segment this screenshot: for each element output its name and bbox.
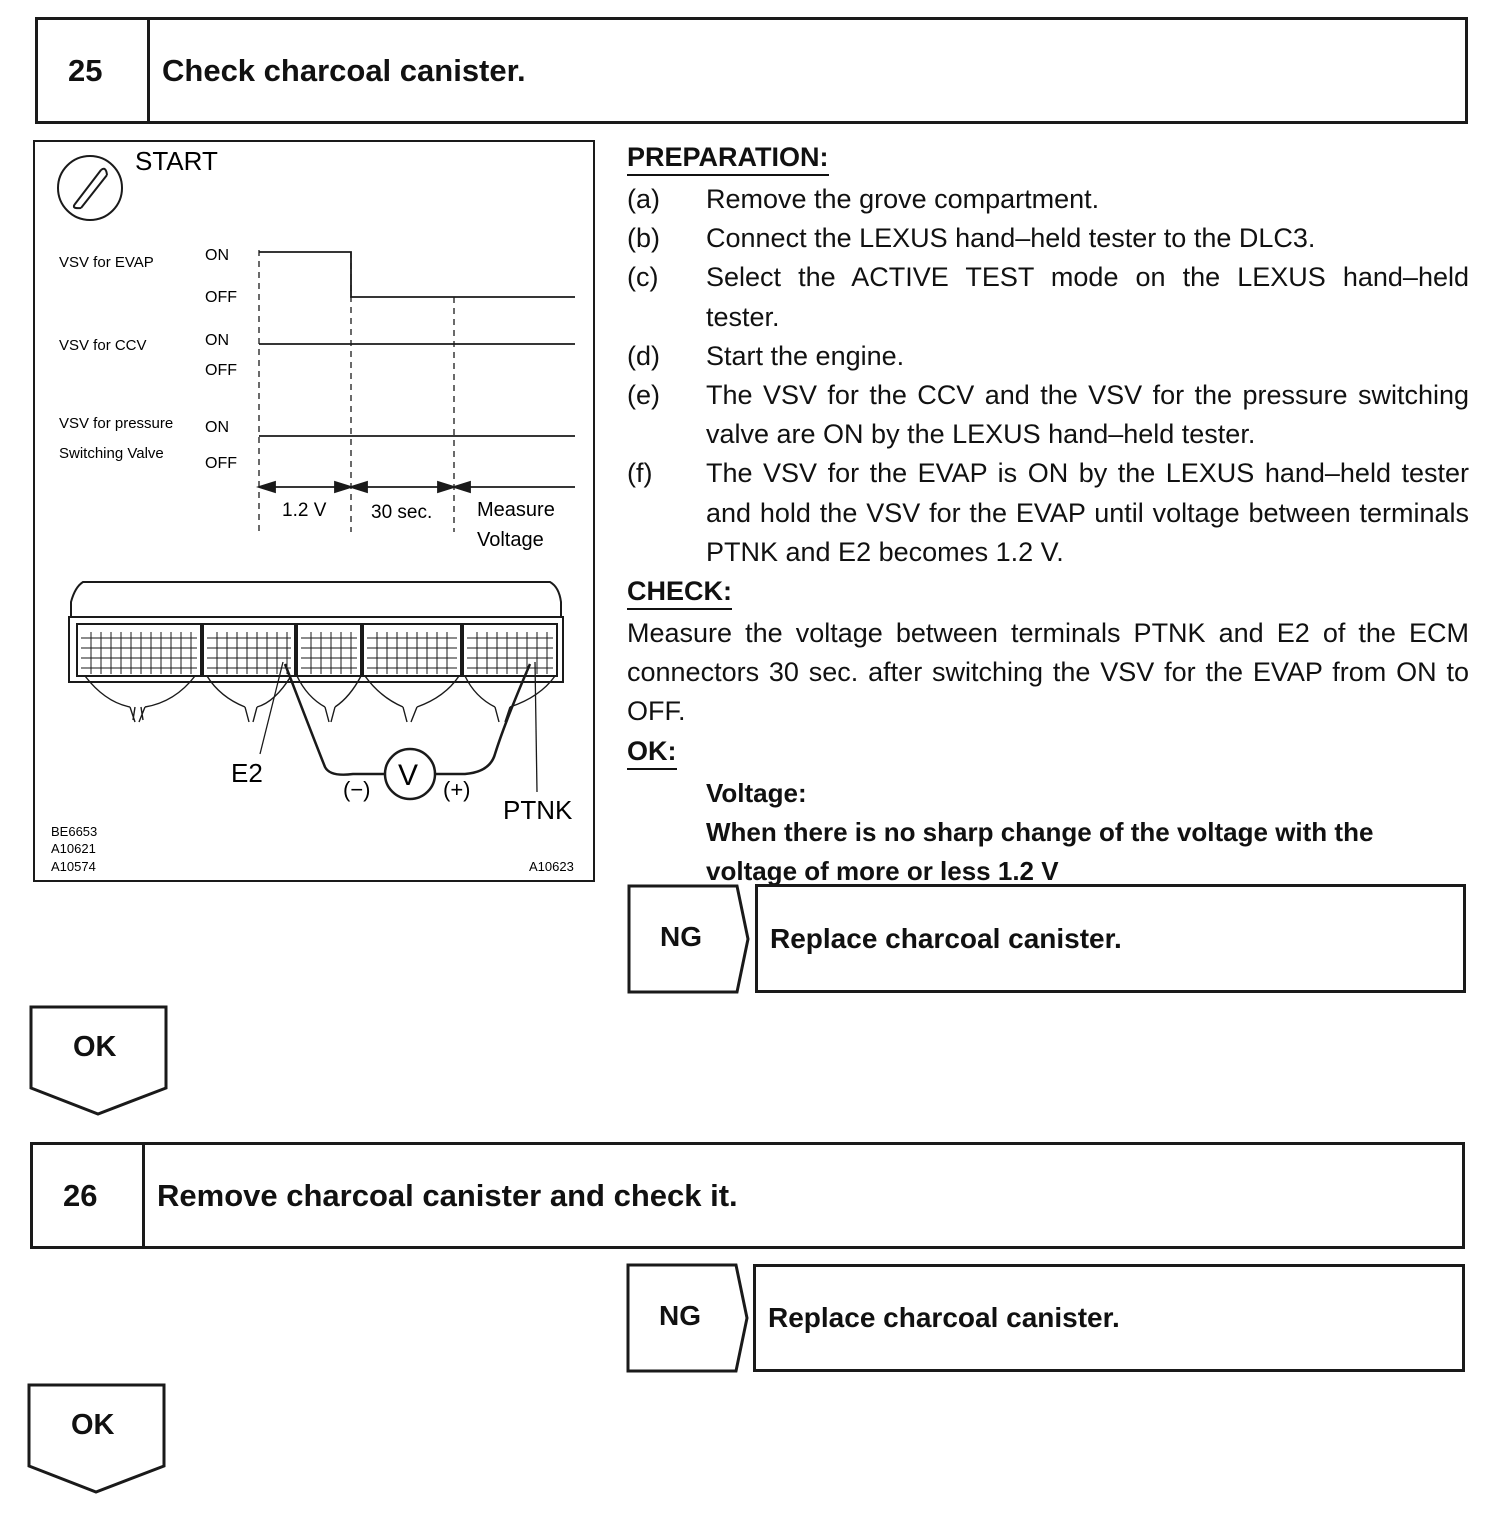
prep-tag: (d) (627, 340, 660, 371)
step-number: 26 (33, 1145, 145, 1246)
prep-text: Connect the LEXUS hand–held tester to the DLC3. (706, 223, 1316, 254)
interval-1-2v: 1.2 V (282, 500, 327, 521)
time-markers (259, 250, 454, 532)
prep-text: Remove the grove compartment. (706, 184, 1100, 214)
step-title: Remove charcoal canister and check it. (157, 1177, 738, 1213)
e2-terminal-label: E2 (231, 758, 263, 788)
signal-evap-label: VSV for EVAP (59, 254, 154, 271)
figure-svg (35, 142, 593, 880)
interval-measure: Measure (477, 499, 555, 521)
signal-psv-label-1: VSV for pressure (59, 415, 174, 432)
start-label: START (135, 146, 218, 176)
prep-text: Select the ACTIVE TEST mode on the LEXUS hand–held tester. (706, 262, 1469, 332)
check-heading: CHECK: (627, 575, 732, 610)
step-26-header (30, 1142, 1465, 1249)
interval-30sec: 30 sec. (371, 502, 433, 523)
prep-tag: (c) (627, 262, 659, 293)
ignition-key-icon (58, 156, 122, 220)
ng-label-26: NG (659, 1300, 701, 1331)
signal-evap-off: OFF (205, 289, 237, 306)
prep-tag: (b) (627, 223, 660, 254)
ok-heading: OK: (627, 735, 677, 770)
step-number: 25 (38, 20, 150, 121)
figure-code-1: BE6653 (51, 824, 98, 839)
signal-ccv-on: ON (205, 332, 229, 349)
prep-text: The VSV for the CCV and the VSV for the pressure switching valve are ON by the LEXUS hand–held tester. (706, 380, 1469, 450)
ptnk-terminal-label: PTNK (503, 795, 573, 825)
signal-ccv-label: VSV for CCV (59, 337, 147, 354)
step-25-header (35, 17, 1468, 124)
procedure-text (627, 138, 1469, 891)
signal-psv-label-2: Switching Valve (59, 445, 164, 462)
timing-diagram-figure (33, 140, 595, 882)
preparation-heading: PREPARATION: (627, 141, 829, 176)
prep-item-d (627, 337, 1469, 376)
check-text: Measure the voltage between terminals PTNK and E2 of the ECM connectors 30 sec. after switching the VSV for the EVAP from ON to OFF. (627, 618, 1469, 727)
prep-item-e (627, 376, 1469, 454)
signal-ccv-off: OFF (205, 362, 237, 379)
figure-code-2: A10621 (51, 841, 96, 856)
ok-label-26: OK (71, 1409, 115, 1441)
prep-tag: (a) (627, 184, 660, 214)
ng-label-25: NG (660, 921, 702, 952)
figure-code-right: A10623 (529, 859, 574, 874)
ng-action-25: Replace charcoal canister. (755, 884, 1466, 993)
prep-item-c (627, 258, 1469, 336)
signal-psv-off: OFF (205, 455, 237, 472)
figure-code-3: A10574 (51, 859, 96, 874)
voltmeter-symbol: V (398, 759, 419, 792)
prep-item-a (627, 180, 1469, 219)
waveforms (259, 252, 575, 436)
ok-label-25: OK (73, 1031, 117, 1063)
prep-tag: (f) (627, 458, 653, 489)
probe-minus-label: (−) (343, 777, 371, 802)
probe-plus-label: (+) (443, 777, 471, 802)
prep-text: Start the engine. (706, 340, 905, 371)
prep-tag: (e) (627, 380, 660, 411)
interval-arrows (259, 482, 575, 492)
evap-waveform (259, 252, 575, 297)
step-title: Check charcoal canister. (162, 52, 526, 88)
ecm-connector (69, 582, 563, 682)
ok-voltage-label: Voltage: (706, 777, 807, 808)
prep-item-f (627, 454, 1469, 572)
ng-action-26: Replace charcoal canister. (753, 1264, 1465, 1372)
interval-voltage: Voltage (477, 529, 544, 551)
connector-pins (81, 632, 553, 674)
signal-psv-on: ON (205, 419, 229, 436)
signal-evap-on: ON (205, 247, 229, 264)
prep-text: The VSV for the EVAP is ON by the LEXUS hand–held tester and hold the VSV for the EVAP until voltage between terminals PTNK and E2 becomes 1.2 V. (706, 458, 1469, 567)
prep-item-b (627, 219, 1469, 258)
ok-voltage-value: When there is no sharp change of the voltage with the voltage of more or less 1.2 V (706, 816, 1374, 887)
